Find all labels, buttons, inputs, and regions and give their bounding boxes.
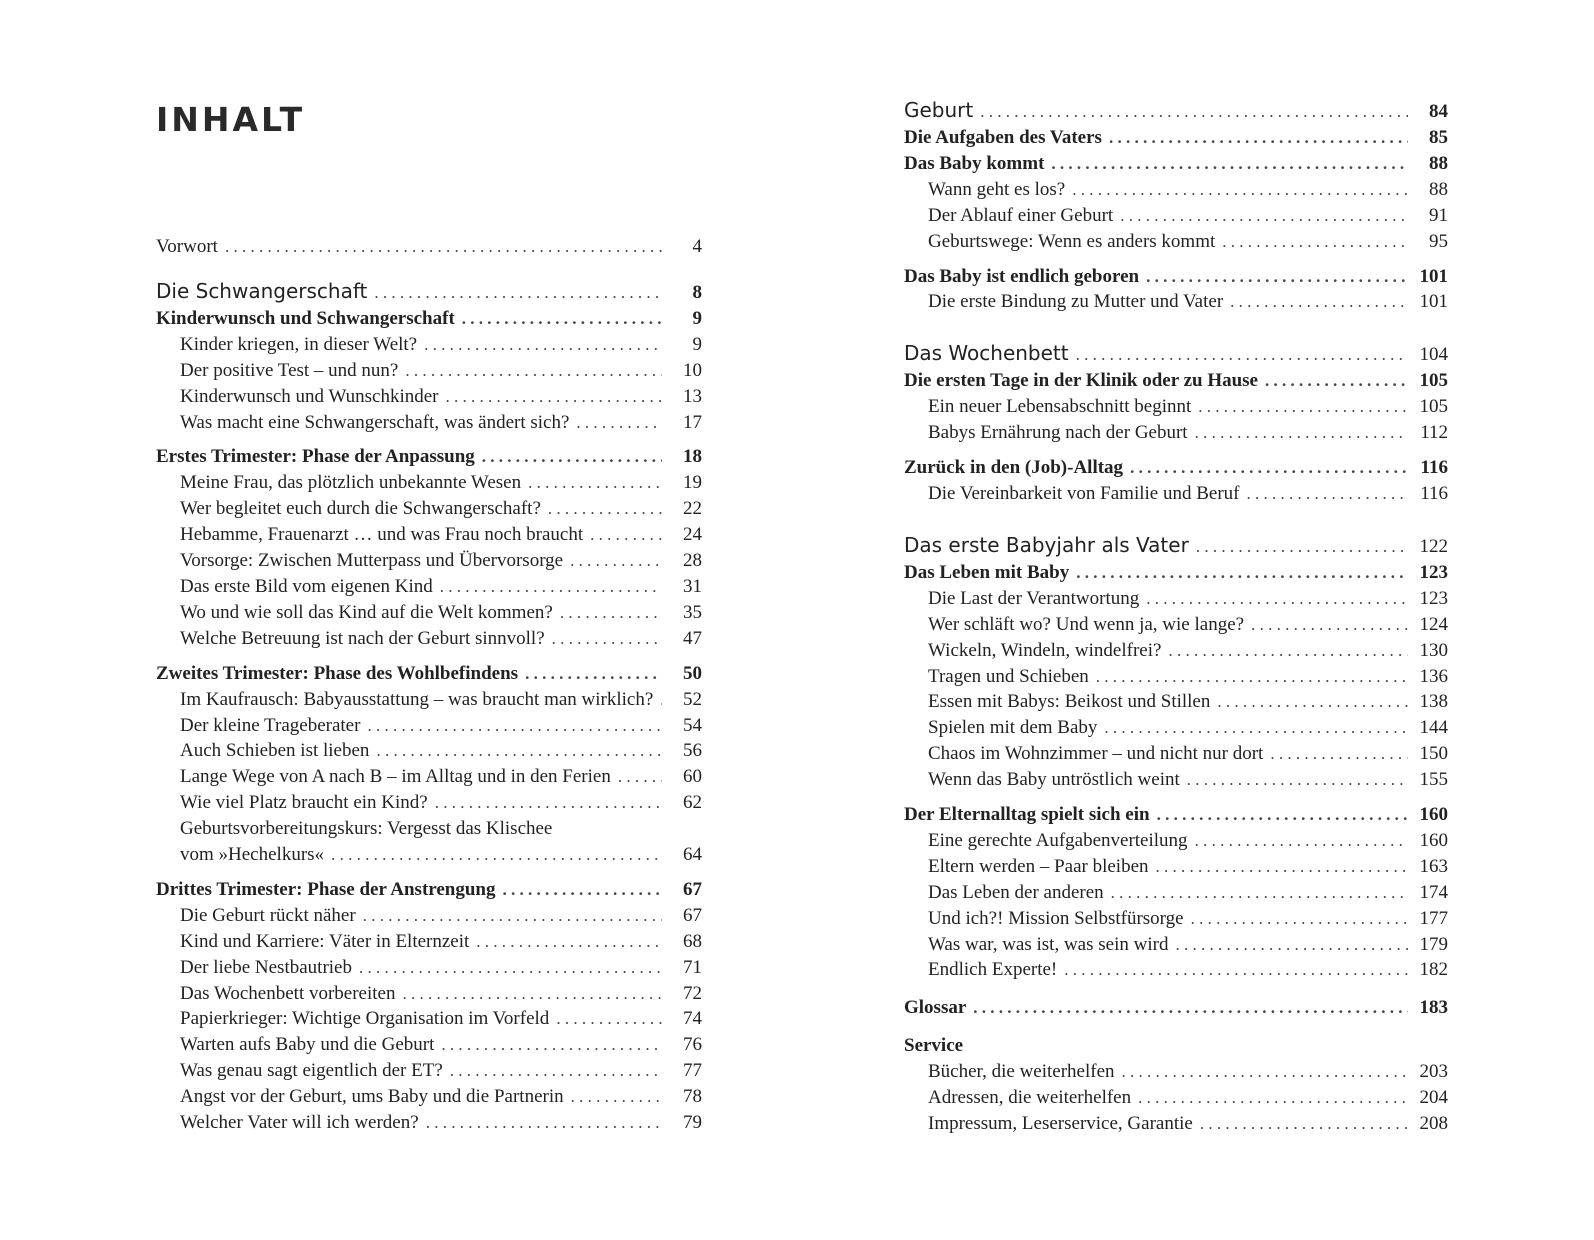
page-number: 116 (1420, 482, 1448, 504)
entry-title: Wickeln, Windeln, windelfrei? (928, 639, 1162, 661)
entry-title: Geburtswege: Wenn es anders kommt (928, 230, 1216, 252)
page-number: 8 (692, 281, 702, 303)
dot-leader (1072, 177, 1408, 203)
chapter-title: Geburt (904, 98, 974, 122)
page-title: INHALT (156, 100, 306, 139)
section-title: Erstes Trimester: Phase der Anpassung (156, 446, 475, 468)
entry-title: Wer begleitet euch durch die Schwangerschaft? (180, 498, 541, 520)
dot-leader (590, 522, 662, 548)
dot-leader (552, 626, 662, 652)
dot-leader (363, 903, 662, 929)
page-number: 50 (683, 662, 702, 684)
toc-subentry[interactable] (904, 638, 1448, 664)
toc-subentry[interactable] (156, 410, 702, 436)
entry-title: Ein neuer Lebensabschnitt beginnt (928, 396, 1192, 418)
toc-subentry[interactable] (156, 332, 702, 358)
toc-section[interactable] (904, 368, 1448, 394)
page-number: 67 (683, 904, 702, 926)
toc-section-glossar[interactable] (904, 995, 1448, 1021)
page-number: 88 (1429, 152, 1448, 174)
toc-section[interactable] (156, 877, 702, 903)
dot-leader (331, 842, 662, 868)
toc-subentry-line[interactable] (156, 816, 702, 842)
dot-leader (571, 1084, 662, 1110)
entry-title: Wie viel Platz braucht ein Kind? (180, 792, 428, 814)
toc-subentry[interactable] (904, 715, 1448, 741)
dot-leader (503, 877, 663, 903)
dot-leader (367, 713, 662, 739)
page-number: 22 (683, 498, 702, 520)
entry-title: Vorwort (156, 236, 218, 257)
page-number: 4 (692, 236, 702, 257)
dot-leader (618, 764, 662, 790)
entry-title: Was macht eine Schwangerschaft, was ändert sich? (180, 411, 570, 433)
entry-title: Die erste Bindung zu Mutter und Vater (928, 291, 1224, 313)
page-number: 179 (1419, 933, 1448, 955)
dot-leader (1138, 1085, 1408, 1111)
dot-leader (435, 790, 662, 816)
dot-leader (1130, 455, 1408, 481)
section-title: Drittes Trimester: Phase der Anstrengung (156, 878, 496, 900)
toc-subentry[interactable] (904, 420, 1448, 446)
page-number: 47 (683, 627, 702, 649)
section-title: Das Baby kommt (904, 152, 1045, 174)
toc-subentry[interactable] (904, 289, 1448, 315)
chapter-title: Das erste Babyjahr als Vater (904, 532, 1189, 557)
toc-subentry[interactable] (156, 764, 702, 790)
page-number: 85 (1429, 127, 1448, 148)
page-number: 144 (1419, 717, 1448, 739)
entry-title: Welche Betreuung ist nach der Geburt sinnvoll? (180, 627, 545, 649)
page-number: 112 (1420, 422, 1448, 444)
entry-title: Der positive Test – und nun? (180, 359, 399, 381)
page-number: 138 (1419, 691, 1448, 713)
dot-leader (980, 98, 1408, 125)
toc-subentry[interactable] (904, 664, 1448, 690)
page-number: 84 (1429, 101, 1448, 122)
page-number: 105 (1419, 396, 1448, 418)
dot-leader (359, 955, 662, 981)
dot-leader (1156, 854, 1408, 880)
toc-subentry[interactable] (156, 358, 702, 384)
dot-leader (1104, 715, 1408, 741)
toc-subentry[interactable] (156, 1058, 702, 1084)
dot-leader (1195, 828, 1408, 854)
entry-title-line1: Geburtsvorbereitungskurs: Vergesst das Klischee (180, 818, 553, 840)
toc-subentry[interactable] (156, 1084, 702, 1110)
dot-leader (1146, 264, 1408, 290)
entry-title: Eine gerechte Aufgabenverteilung (928, 829, 1188, 851)
entry-title: Der kleine Trageberater (180, 714, 361, 736)
page-number: 18 (683, 446, 702, 468)
section-title: Die ersten Tage in der Klinik oder zu Hause (904, 370, 1258, 392)
toc-right-column (904, 97, 1448, 1137)
dot-leader (1251, 612, 1408, 638)
dot-leader (1187, 767, 1408, 793)
page-number: 174 (1419, 881, 1448, 903)
entry-title: Das erste Bild vom eigenen Kind (180, 575, 433, 597)
page-number: 150 (1419, 743, 1448, 765)
toc-subentry[interactable] (156, 842, 702, 868)
dot-leader (1175, 932, 1408, 958)
page-number: 10 (683, 359, 702, 381)
toc-subentry[interactable] (156, 738, 702, 764)
entry-title: Meine Frau, das plötzlich unbekannte Wesen (180, 472, 522, 494)
toc-subentry[interactable] (156, 1032, 702, 1058)
dot-leader (525, 661, 662, 687)
toc-chapter-schwangerschaft[interactable] (156, 278, 702, 306)
page-number: 155 (1419, 769, 1448, 791)
toc-chapter-geburt[interactable] (904, 97, 1448, 125)
section-title: Zurück in den (Job)-Alltag (904, 457, 1124, 479)
page-number: 160 (1419, 829, 1448, 851)
dot-leader (528, 470, 662, 496)
dot-leader (441, 1032, 662, 1058)
toc-subentry[interactable] (904, 932, 1448, 958)
dot-leader (446, 384, 662, 410)
entry-title: Kinderwunsch und Wunschkinder (180, 385, 439, 407)
entry-title: Der Ablauf einer Geburt (928, 204, 1114, 226)
toc-section[interactable] (904, 264, 1448, 290)
section-title: Kinderwunsch und Schwangerschaft (156, 307, 455, 329)
dot-leader (1222, 229, 1408, 255)
page-number: 62 (683, 792, 702, 814)
dot-leader (1196, 533, 1408, 560)
dot-leader (570, 548, 662, 574)
page-number: 28 (683, 550, 702, 572)
page-number: 130 (1419, 639, 1448, 661)
toc-subentry[interactable] (156, 626, 702, 652)
dot-leader (1157, 802, 1408, 828)
entry-title: Was war, was ist, was sein wird (928, 933, 1169, 955)
dot-leader (1109, 125, 1408, 151)
dot-leader (576, 410, 662, 436)
section-title: Das Leben mit Baby (904, 561, 1070, 583)
page-number: 74 (683, 1008, 702, 1030)
page-number: 76 (683, 1034, 702, 1056)
toc-chapter-babyjahr[interactable] (904, 532, 1448, 560)
entry-title: Das Wochenbett vorbereiten (180, 982, 396, 1004)
dot-leader (1217, 689, 1408, 715)
page-number: 79 (683, 1112, 702, 1134)
dot-leader (1146, 586, 1408, 612)
dot-leader (405, 358, 662, 384)
toc-subentry[interactable] (904, 767, 1448, 793)
page-number: 35 (683, 601, 702, 623)
dot-leader (440, 574, 662, 600)
toc-subentry[interactable] (156, 384, 702, 410)
toc-subentry[interactable] (156, 790, 702, 816)
toc-subentry[interactable] (156, 600, 702, 626)
toc-chapter-wochenbett[interactable] (904, 340, 1448, 368)
toc-section-service[interactable] (904, 1033, 1448, 1059)
page-number: 104 (1419, 344, 1448, 366)
dot-leader (424, 332, 662, 358)
page-number: 123 (1419, 561, 1448, 583)
entry-title: Der liebe Nestbautrieb (180, 956, 352, 978)
page-number: 105 (1419, 370, 1448, 392)
chapter-title: Die Schwangerschaft (156, 278, 368, 303)
toc-subentry[interactable] (904, 828, 1448, 854)
section-title: Zweites Trimester: Phase des Wohlbefindens (156, 662, 519, 684)
entry-title: Die Geburt rückt näher (180, 904, 356, 926)
page-number: 136 (1419, 665, 1448, 687)
entry-title: Endlich Experte! (928, 959, 1058, 981)
toc-subentry[interactable] (904, 481, 1448, 507)
entry-title: Essen mit Babys: Beikost und Stillen (928, 691, 1211, 713)
toc-section[interactable] (156, 444, 702, 470)
dot-leader (403, 981, 663, 1007)
entry-title: Was genau sagt eigentlich der ET? (180, 1060, 443, 1082)
page-number: 124 (1419, 613, 1448, 635)
entry-title: Impressum, Leserservice, Garantie (928, 1113, 1193, 1134)
page-number: 101 (1419, 291, 1448, 313)
toc-subentry[interactable] (904, 177, 1448, 203)
toc-subentry[interactable] (156, 955, 702, 981)
page-number: 52 (683, 688, 702, 710)
toc-left-column (156, 234, 702, 1136)
dot-leader (476, 929, 662, 955)
page-number: 123 (1419, 587, 1448, 609)
entry-title: Das Leben der anderen (928, 881, 1104, 903)
toc-section[interactable] (904, 560, 1448, 586)
entry-title: Warten aufs Baby und die Geburt (180, 1034, 435, 1056)
dot-leader (225, 234, 662, 260)
toc-subentry[interactable] (156, 496, 702, 522)
dot-leader (1191, 906, 1408, 932)
toc-subentry[interactable] (156, 470, 702, 496)
page-number: 160 (1419, 804, 1448, 826)
dot-leader (1111, 880, 1408, 906)
dot-leader (482, 444, 662, 470)
page-number: 64 (683, 844, 702, 866)
page-number: 208 (1419, 1113, 1448, 1134)
dot-leader (1247, 481, 1409, 507)
section-title: Service (904, 1035, 964, 1057)
entry-title: Papierkrieger: Wichtige Organisation im Vorfeld (180, 1008, 550, 1030)
toc-subentry[interactable] (156, 713, 702, 739)
section-title: Die Aufgaben des Vaters (904, 127, 1102, 148)
toc-subentry[interactable] (156, 574, 702, 600)
page-number: 204 (1419, 1087, 1448, 1109)
toc-subentry[interactable] (904, 1085, 1448, 1111)
entry-title: Vorsorge: Zwischen Mutterpass und Übervorsorge (180, 550, 564, 572)
page-number: 31 (683, 575, 702, 597)
entry-title: Spielen mit dem Baby (928, 717, 1098, 739)
page-number: 182 (1419, 959, 1448, 981)
entry-title: Im Kaufrausch: Babyausstattung – was braucht man wirklich? (180, 688, 654, 710)
dot-leader (426, 1110, 662, 1136)
entry-title: Welcher Vater will ich werden? (180, 1112, 419, 1134)
toc-entry-vorwort[interactable] (156, 234, 702, 260)
toc-subentry[interactable] (156, 1006, 702, 1032)
page-number: 72 (683, 982, 702, 1004)
page-number: 68 (683, 930, 702, 952)
dot-leader (1120, 203, 1408, 229)
entry-title: Bücher, die weiterhelfen (928, 1061, 1115, 1083)
dot-leader (450, 1058, 662, 1084)
toc-subentry[interactable] (904, 906, 1448, 932)
page-number: 203 (1419, 1061, 1448, 1083)
entry-title: Wann geht es los? (928, 178, 1066, 200)
toc-section[interactable] (904, 802, 1448, 828)
toc-subentry[interactable] (156, 1110, 702, 1136)
dot-leader (1122, 1059, 1408, 1085)
dot-leader (1200, 1111, 1408, 1137)
page-number: 88 (1429, 178, 1448, 200)
toc-subentry[interactable] (904, 1059, 1448, 1085)
page-number: 9 (692, 333, 702, 355)
toc-subentry[interactable] (904, 229, 1448, 255)
dot-leader (1064, 957, 1408, 983)
section-title: Der Elternalltag spielt sich ein (904, 804, 1150, 826)
toc-subentry[interactable] (904, 394, 1448, 420)
entry-title: Die Vereinbarkeit von Familie und Beruf (928, 482, 1240, 504)
dot-leader (374, 279, 662, 306)
entry-title: Eltern werden – Paar bleiben (928, 855, 1149, 877)
page-number: 13 (683, 385, 702, 407)
toc-section[interactable] (156, 306, 702, 332)
dot-leader (1230, 289, 1408, 315)
section-title: Glossar (904, 997, 967, 1019)
page-number: 163 (1419, 855, 1448, 877)
toc-subentry[interactable] (156, 903, 702, 929)
toc-subentry[interactable] (904, 586, 1448, 612)
toc-subentry[interactable] (904, 612, 1448, 638)
page-number: 67 (683, 878, 702, 900)
page-number: 91 (1429, 204, 1448, 226)
dot-leader (1051, 151, 1408, 177)
page-number: 177 (1419, 907, 1448, 929)
entry-title: Wenn das Baby untröstlich weint (928, 769, 1180, 791)
toc-subentry[interactable] (904, 957, 1448, 983)
page-number: 60 (683, 766, 702, 788)
entry-title: Kind und Karriere: Väter in Elternzeit (180, 930, 470, 952)
dot-leader (556, 1006, 662, 1032)
entry-title: Wo und wie soll das Kind auf die Welt kommen? (180, 601, 553, 623)
toc-subentry[interactable] (156, 522, 702, 548)
entry-title: Lange Wege von A nach B – im Alltag und in den Ferien (180, 766, 611, 788)
toc-subentry[interactable] (156, 548, 702, 574)
toc-section[interactable] (904, 455, 1448, 481)
entry-title: Chaos im Wohnzimmer – und nicht nur dort (928, 743, 1264, 765)
entry-title: Angst vor der Geburt, ums Baby und die Partnerin (180, 1086, 564, 1108)
entry-title: Und ich?! Mission Selbstfürsorge (928, 907, 1184, 929)
toc-subentry[interactable] (156, 687, 702, 713)
dot-leader (1195, 420, 1408, 446)
entry-title: Adressen, die weiterhelfen (928, 1087, 1132, 1109)
toc-subentry[interactable] (904, 1111, 1448, 1137)
toc-section[interactable] (904, 125, 1448, 151)
section-title: Das Baby ist endlich geboren (904, 265, 1140, 287)
page-number: 17 (683, 411, 702, 433)
entry-title: Die Last der Verantwortung (928, 587, 1140, 609)
entry-title: Wer schläft wo? Und wenn ja, wie lange? (928, 613, 1245, 635)
page-number: 183 (1419, 997, 1448, 1019)
page-number: 101 (1419, 265, 1448, 287)
page-number: 78 (683, 1086, 702, 1108)
toc-subentry[interactable] (904, 741, 1448, 767)
page-number: 95 (1429, 230, 1448, 252)
page-number: 19 (683, 472, 702, 494)
toc-subentry[interactable] (156, 929, 702, 955)
entry-title-line2: vom »Hechelkurs« (180, 844, 325, 866)
dot-leader (1096, 664, 1408, 690)
dot-leader (1265, 368, 1408, 394)
toc-subentry[interactable] (904, 203, 1448, 229)
dot-leader (560, 600, 662, 626)
dot-leader (1168, 638, 1408, 664)
dot-leader (462, 306, 662, 332)
dot-leader (1076, 560, 1408, 586)
entry-title: Hebamme, Frauenarzt … und was Frau noch braucht (180, 524, 584, 546)
entry-title: Auch Schieben ist lieben (180, 740, 370, 762)
page-number: 122 (1419, 535, 1448, 557)
page-number: 77 (683, 1060, 702, 1082)
dot-leader (1076, 341, 1408, 368)
dot-leader (1198, 394, 1408, 420)
toc-subentry[interactable] (156, 981, 702, 1007)
dot-leader (973, 995, 1408, 1021)
page-number: 116 (1420, 457, 1448, 479)
toc-subentry[interactable] (904, 689, 1448, 715)
dot-leader (376, 738, 662, 764)
toc-section[interactable] (156, 661, 702, 687)
page-number: 9 (692, 307, 702, 329)
chapter-title: Das Wochenbett (904, 341, 1069, 366)
dot-leader (1270, 741, 1408, 767)
dot-leader (548, 496, 662, 522)
page-number: 71 (683, 956, 702, 978)
entry-title: Tragen und Schieben (928, 665, 1089, 687)
toc-section[interactable] (904, 151, 1448, 177)
entry-title: Babys Ernährung nach der Geburt (928, 422, 1188, 444)
toc-subentry[interactable] (904, 854, 1448, 880)
page-number: 54 (683, 714, 702, 736)
toc-subentry[interactable] (904, 880, 1448, 906)
page-number: 24 (683, 524, 702, 546)
entry-title: Kinder kriegen, in dieser Welt? (180, 333, 418, 355)
page-number: 56 (683, 740, 702, 762)
